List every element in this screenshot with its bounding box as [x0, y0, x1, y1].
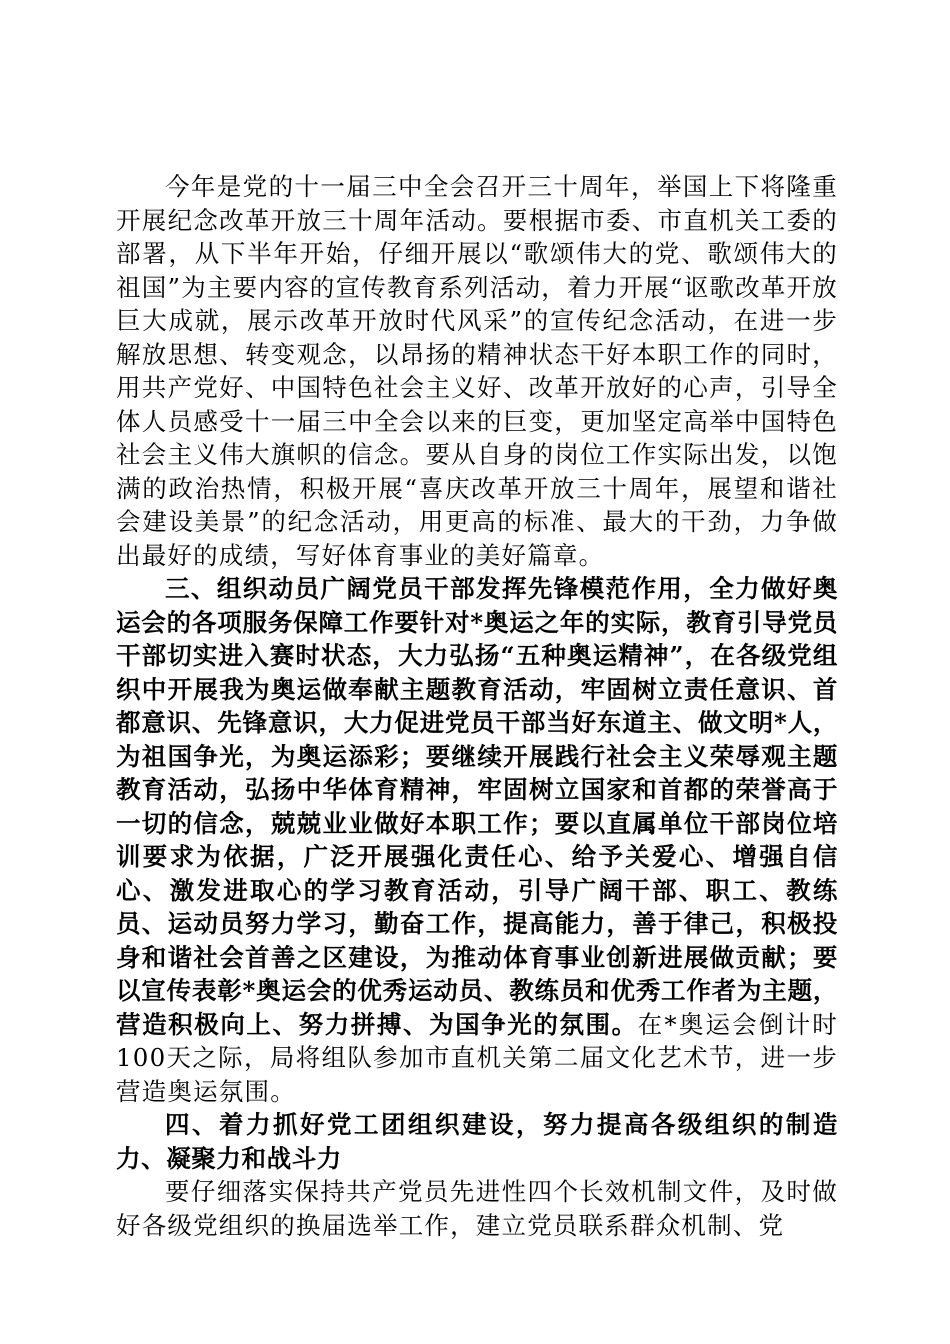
paragraph-anniversary-activities [116, 170, 838, 572]
paragraph-text: 要仔细落实保持共产党员先进性四个长效机制文件，及时做好各级党组织的换届选举工作，建立党员联系群众机制、党 [116, 1177, 838, 1240]
section-three-olympics [116, 572, 838, 1108]
countdown-sentence: 在*奥运会倒计时100天之际，局将组队参加市直机关第二届文化艺术节，进一步营造奥运氛围。 [116, 1009, 838, 1106]
section-four-text: 四、着力抓好党工团组织建设，努力提高各级组织的制造力、凝聚力和战斗力 [116, 1110, 838, 1173]
section-three-text: 三、组织动员广阔党员干部发挥先锋模范作用，全力做好奥运会的各项服务保障工作要针对*奥运之年的实际，教育引导党员干部切实进入赛时状态，大力弘扬“五种奥运精神”，在各级党组织中开展我为奥运做奉献主题教育活动，牢固树立责任意识、首都意识、先锋意识，大力促进党员干部当好东道主、做文明*人，为祖国争光，为奥运添彩；要继续开展践行社会主义荣辱观主题教育活动，弘扬中华体育精神，牢固树立国家和首都的荣誉高于一切的信念，兢兢业业做好本职工作；要以直属单位干部岗位培训要求为依据，广泛开展强化责任心、给予关爱心、增强自信心、激发进取心的学习教育活动，引导广阔干部、职工、教练员、运动员努力学习，勤奋工作，提高能力，善于律己，积极投身和谐社会首善之区建设，为推动体育事业创新进展做贡献；要以宣传表彰*奥运会的优秀运动员、教练员和优秀工作者为主题，营造积极向上、努力拼搏、为国争光的氛围。 [116, 574, 838, 1039]
section-four-heading [116, 1108, 838, 1175]
document-page [116, 170, 838, 1242]
paragraph-party-building [116, 1175, 838, 1242]
paragraph-text: 今年是党的十一届三中全会召开三十周年，举国上下将隆重开展纪念改革开放三十周年活动。要根据市委、市直机关工委的部署，从下半年开始，仔细开展以“歌颂伟大的党、歌颂伟大的祖国”为主要内容的宣传教育系列活动，着力开展“讴歌改革开放巨大成就，展示改革开放时代风采”的宣传纪念活动，在进一步解放思想、转变观念，以昂扬的精神状态干好本职工作的同时，用共产党好、中国特色社会主义好、改革开放好的心声，引导全体人员感受十一届三中全会以来的巨变，更加坚定高举中国特色社会主义伟大旗帜的信念。要从自身的岗位工作实际出发，以饱满的政治热情，积极开展“喜庆改革开放三十周年，展望和谐社会建设美景”的纪念活动，用更高的标准、最大的干劲，力争做出最好的成绩，写好体育事业的美好篇章。 [116, 172, 838, 570]
